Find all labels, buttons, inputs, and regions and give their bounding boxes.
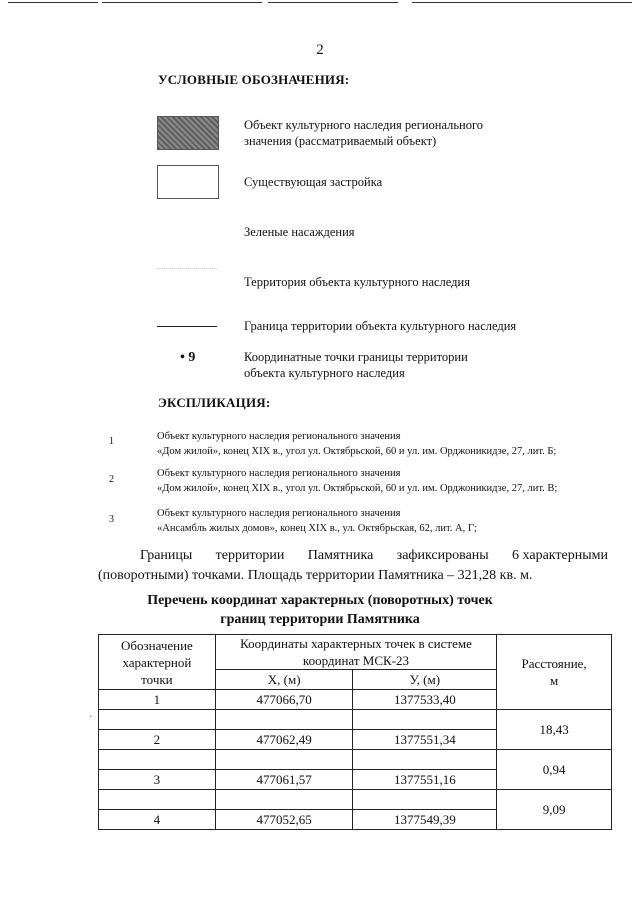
coordinates-table bbox=[98, 634, 612, 830]
top-rule-line bbox=[268, 2, 398, 3]
legend-item-heritage-territory: Территория объекта культурного наследия bbox=[244, 275, 470, 289]
heritage-territory-dotted-line bbox=[157, 268, 217, 271]
empty-cell bbox=[353, 790, 497, 810]
legend-item-boundary: Граница территории объекта культурного наследия bbox=[244, 319, 517, 333]
point-cell: 2 bbox=[99, 730, 216, 750]
empty-cell bbox=[99, 790, 216, 810]
boundary-solid-line bbox=[157, 326, 217, 327]
legend-item-heritage-object: Объект культурного наследия регионального значения (рассматриваемый объект) bbox=[244, 118, 484, 148]
empty-cell bbox=[99, 750, 216, 770]
legend-item-coordinate-points: Координатные точки границы территории объекта культурного наследия bbox=[244, 350, 468, 380]
legend-item-greenery: Зеленые насаждения bbox=[244, 225, 355, 239]
empty-cell bbox=[215, 750, 353, 770]
legend-title: УСЛОВНЫЕ ОБОЗНАЧЕНИЯ: bbox=[158, 72, 350, 87]
explication-item: Объект культурного наследия регионального значения «Ансамбль жилых домов», конец XIX в., ул. Октябрьская, 62, лит. А, Г; bbox=[157, 508, 477, 534]
header-x: X, (м) bbox=[215, 670, 353, 690]
empty-cell bbox=[353, 750, 497, 770]
header-distance: Расстояние, м bbox=[497, 635, 612, 710]
table-row bbox=[99, 750, 612, 770]
x-cell: 477062,49 bbox=[215, 730, 353, 750]
table-row bbox=[99, 790, 612, 810]
header-y: У, (м) bbox=[353, 670, 497, 690]
top-rule-line bbox=[8, 2, 98, 3]
explication-number: 2 bbox=[109, 474, 114, 485]
empty-cell bbox=[215, 790, 353, 810]
existing-building-swatch bbox=[157, 165, 219, 199]
y-cell: 1377549,39 bbox=[353, 810, 497, 830]
y-cell: 1377551,34 bbox=[353, 730, 497, 750]
x-cell: 477061,57 bbox=[215, 770, 353, 790]
coordinate-point-symbol: • 9 bbox=[180, 350, 196, 365]
page-number: 2 bbox=[316, 42, 324, 58]
point-cell: 1 bbox=[99, 690, 216, 710]
empty-cell bbox=[99, 710, 216, 730]
x-cell: 477066,70 bbox=[215, 690, 353, 710]
explication-number: 3 bbox=[109, 514, 114, 525]
distance-cell: 0,94 bbox=[497, 750, 612, 790]
paragraph-line1: Границы территории Памятника зафиксированы 6 характерными bbox=[140, 548, 608, 563]
table-title: Перечень координат характерных (поворотных) точек границ территории Памятника bbox=[147, 593, 493, 627]
top-rule-line bbox=[412, 2, 632, 3]
empty-cell bbox=[215, 710, 353, 730]
explication-item: Объект культурного наследия регионального значения «Дом жилой», конец XIX в., угол ул. Октябрьской, 60 и ул. им. Орджоникидзе, 27, лит. В; bbox=[157, 468, 558, 494]
heritage-object-swatch bbox=[157, 116, 219, 150]
scan-mark: · bbox=[89, 712, 93, 723]
legend-item-existing-building: Существующая застройка bbox=[244, 175, 383, 189]
explication-item: Объект культурного наследия регионального значения «Дом жилой», конец XIX в., угол ул. Октябрьской, 60 и ул. им. Орджоникидзе, 27, лит. Б; bbox=[157, 431, 557, 457]
header-point-designation: Обозначение характерной точки bbox=[99, 635, 216, 690]
x-cell: 477052,65 bbox=[215, 810, 353, 830]
distance-cell: 18,43 bbox=[497, 710, 612, 750]
header-coordinates: Координаты характерных точек в системе координат МСК-23 bbox=[215, 635, 496, 670]
table-row bbox=[99, 710, 612, 730]
y-cell: 1377551,16 bbox=[353, 770, 497, 790]
point-cell: 4 bbox=[99, 810, 216, 830]
top-rule-line bbox=[102, 2, 262, 3]
distance-cell: 9,09 bbox=[497, 790, 612, 830]
paragraph-line2: (поворотными) точками. Площадь территории Памятника – 321,28 кв. м. bbox=[98, 568, 533, 583]
explication-title: ЭКСПЛИКАЦИЯ: bbox=[158, 395, 271, 410]
point-cell: 3 bbox=[99, 770, 216, 790]
explication-number: 1 bbox=[109, 436, 114, 447]
y-cell: 1377533,40 bbox=[353, 690, 497, 710]
empty-cell bbox=[353, 710, 497, 730]
